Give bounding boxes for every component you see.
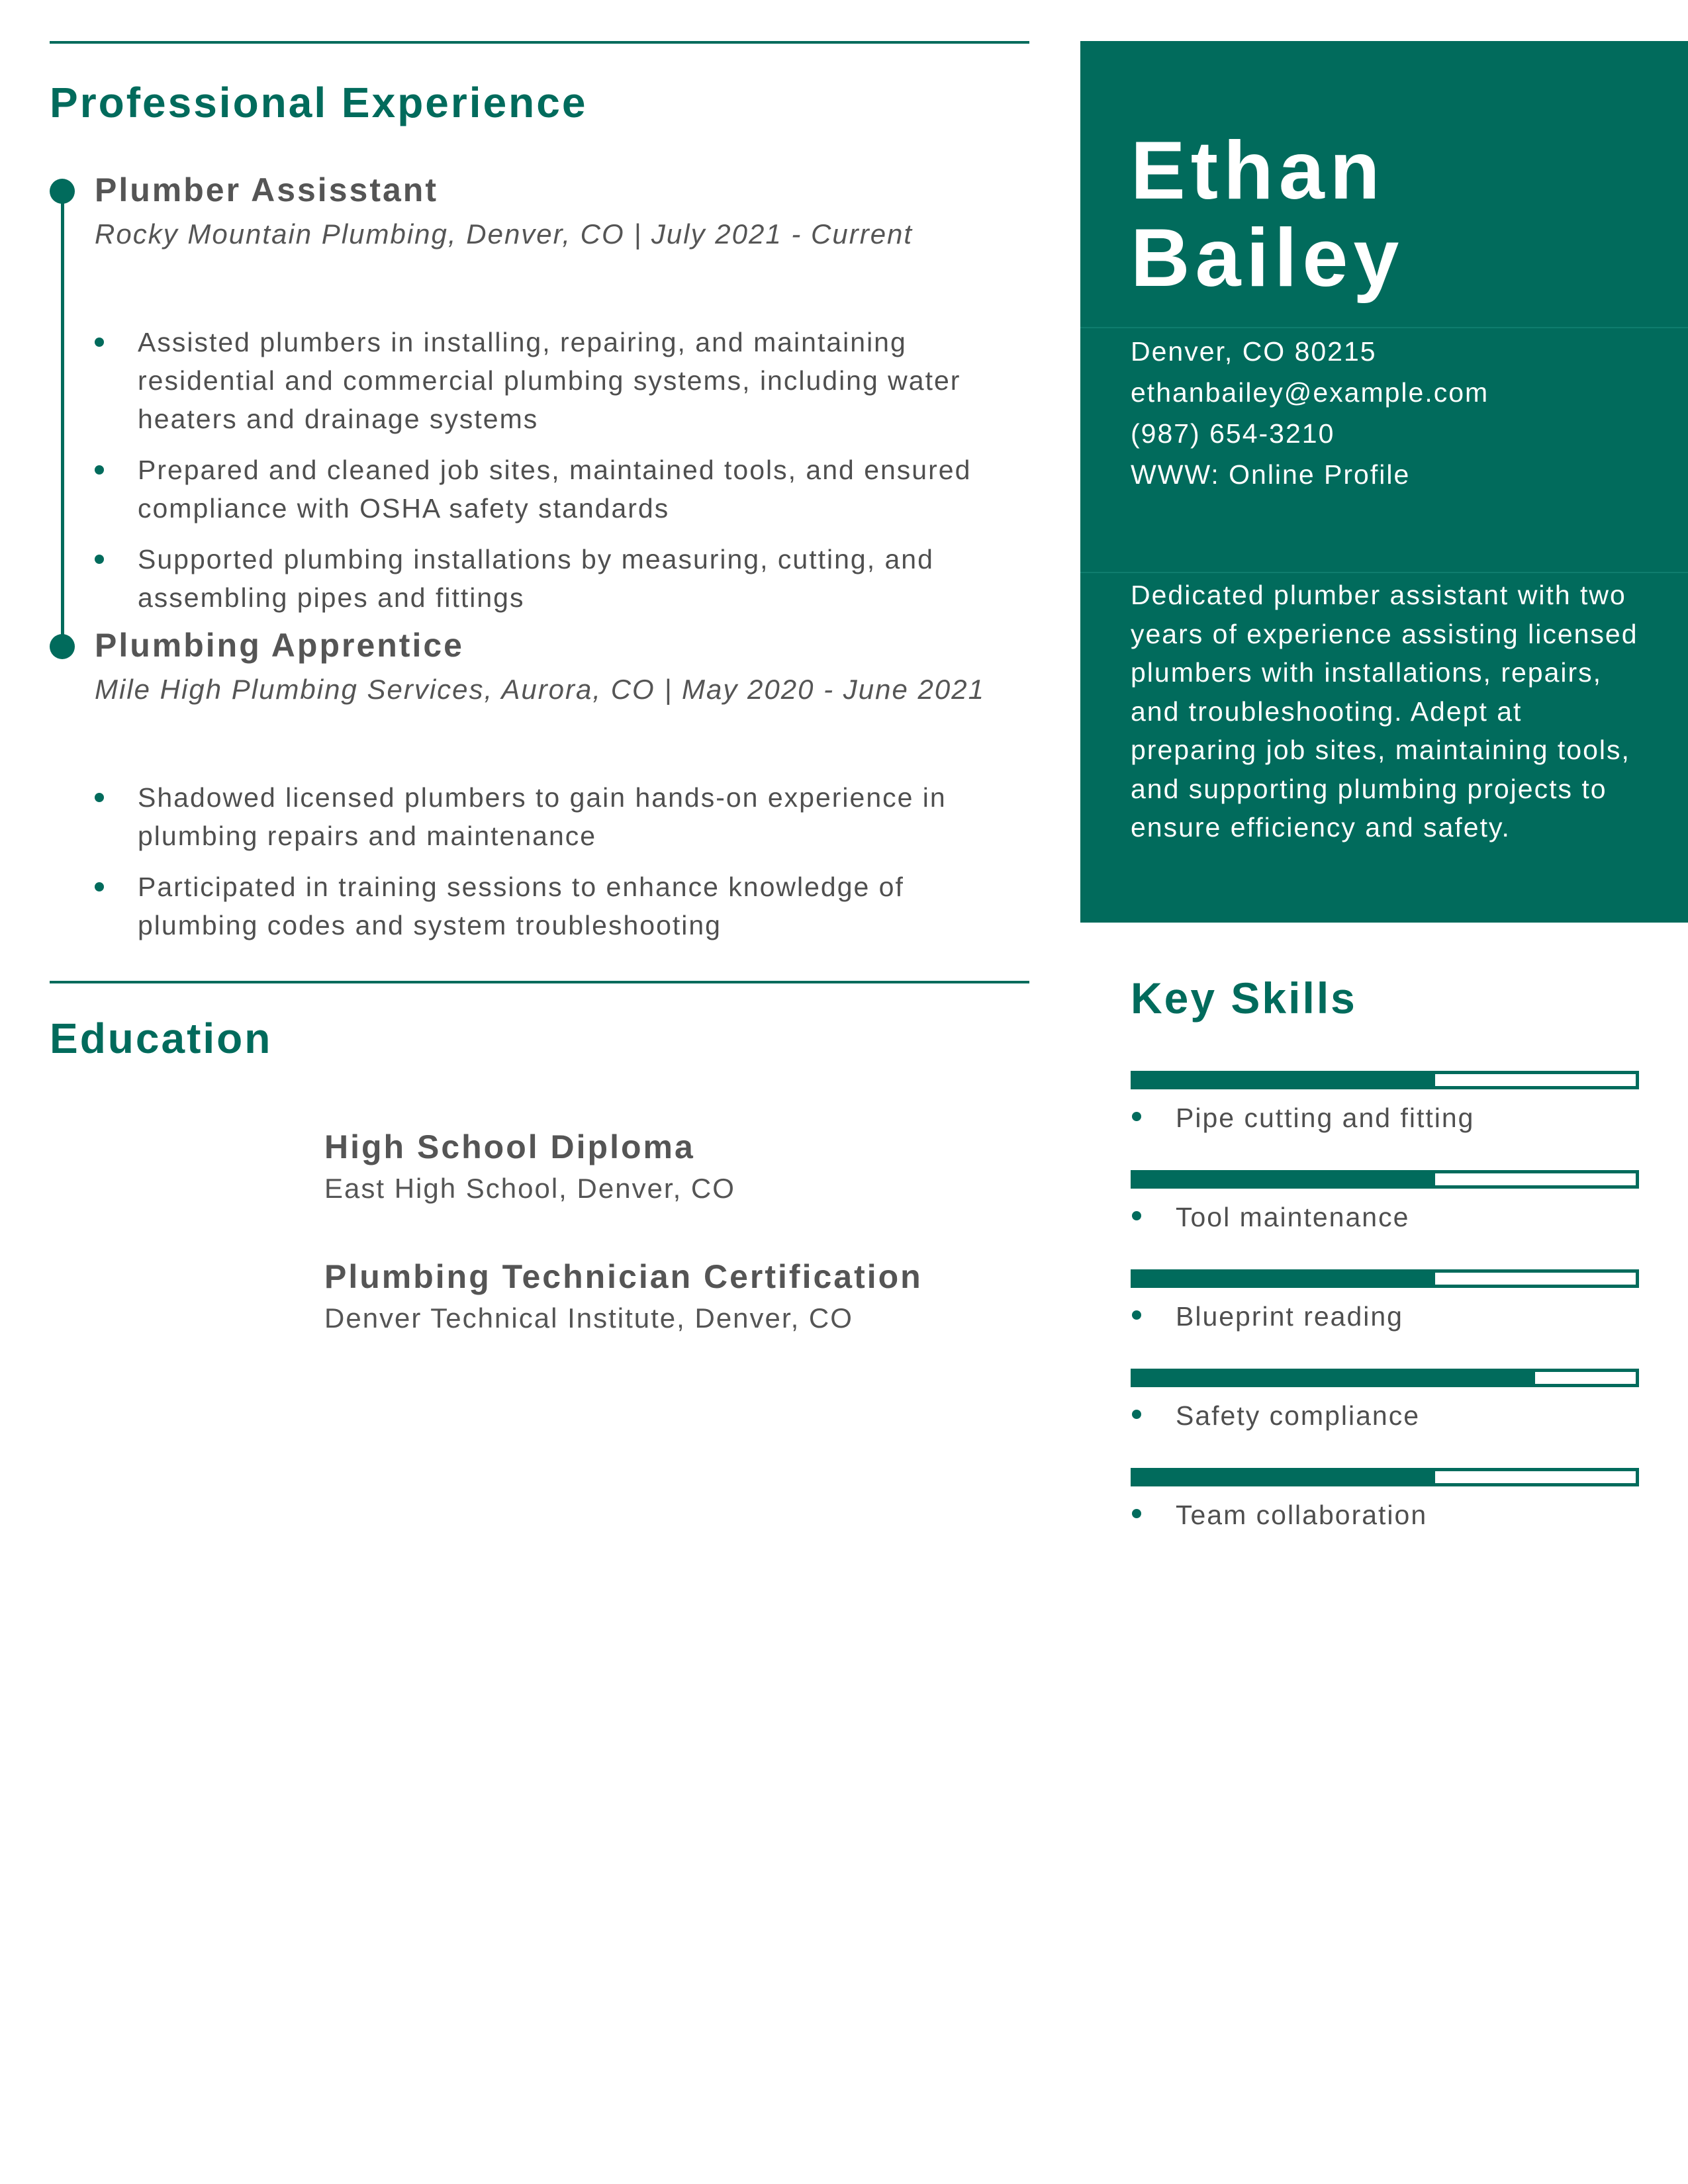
job-title: Plumbing Apprentice xyxy=(95,627,464,664)
job-bullet xyxy=(95,323,1021,438)
bullet-dot-icon xyxy=(1132,1509,1141,1518)
job-dates: May 2020 - June 2021 xyxy=(681,674,985,705)
education-school: East High School, Denver, CO xyxy=(324,1173,735,1204)
skill-level-fill xyxy=(1134,1471,1435,1483)
contact-phone[interactable]: (987) 654-3210 xyxy=(1131,418,1335,449)
bullet-dot-icon xyxy=(1132,1410,1141,1419)
profile-summary: Dedicated plumber assistant with two years of experience assisting licensed plumbers with installations, repairs, and troubleshooting. Adept at preparing job sites, maintaining tools, and supporting plumbing projects to ensure efficiency and safety. xyxy=(1131,580,1638,842)
education-degree: Plumbing Technician Certification xyxy=(324,1258,923,1295)
bullet-text: Prepared and cleaned job sites, maintained tools, and ensured compliance with OSHA safety standards xyxy=(138,455,972,523)
skill-level-bar xyxy=(1131,1170,1639,1189)
job-location: Denver, CO xyxy=(466,218,625,250)
skill-name: Team collaboration xyxy=(1176,1500,1428,1530)
skill-label xyxy=(1131,1202,1639,1233)
bullet-dot-icon xyxy=(95,793,104,802)
job-bullets xyxy=(95,323,1021,629)
skill-name: Blueprint reading xyxy=(1176,1301,1403,1332)
bullet-text: Participated in training sessions to enhance knowledge of plumbing codes and system troubleshooting xyxy=(138,872,904,940)
contact-info xyxy=(1131,331,1489,495)
skill-label xyxy=(1131,1500,1639,1531)
job-bullet xyxy=(95,451,1021,527)
bullet-dot-icon xyxy=(95,338,104,347)
name-last: Bailey xyxy=(1131,212,1405,304)
skill-level-bar xyxy=(1131,1369,1639,1387)
experience-heading: Professional Experience xyxy=(50,79,588,126)
name-first: Ethan xyxy=(1131,125,1385,216)
skill-name: Safety compliance xyxy=(1176,1400,1421,1431)
job-subtitle: Rocky Mountain Plumbing, Denver, CO | July 2021 - Current xyxy=(95,218,914,250)
skill-level-bar xyxy=(1131,1071,1639,1089)
skill-item xyxy=(1131,1468,1639,1531)
job-bullets xyxy=(95,778,1021,957)
skill-item xyxy=(1131,1071,1639,1134)
contact-website[interactable]: WWW: Online Profile xyxy=(1131,459,1411,490)
job-bullet xyxy=(95,778,1021,855)
education-degree: High School Diploma xyxy=(324,1128,695,1165)
job-subtitle: Mile High Plumbing Services, Aurora, CO | May 2020 - June 2021 xyxy=(95,674,985,705)
experience-rule xyxy=(50,41,1029,44)
education-rule xyxy=(50,981,1029,983)
job-bullet xyxy=(95,868,1021,944)
timeline-line xyxy=(61,191,64,650)
bullet-dot-icon xyxy=(95,465,104,475)
header-panel xyxy=(1080,41,1688,923)
bullet-dot-icon xyxy=(1132,1211,1141,1220)
education-item xyxy=(324,1257,923,1334)
skill-name: Pipe cutting and fitting xyxy=(1176,1103,1475,1133)
bullet-text: Shadowed licensed plumbers to gain hands-on experience in plumbing repairs and maintenance xyxy=(138,782,947,851)
skill-label xyxy=(1131,1301,1639,1332)
skill-level-fill xyxy=(1134,1372,1535,1384)
timeline-dot-icon xyxy=(50,634,75,659)
education-heading: Education xyxy=(50,1015,273,1062)
job-company: Rocky Mountain Plumbing xyxy=(95,218,448,250)
skill-level-fill xyxy=(1134,1173,1435,1185)
skill-label xyxy=(1131,1103,1639,1134)
panel-divider xyxy=(1080,327,1688,328)
contact-email[interactable]: ethanbailey@example.com xyxy=(1131,377,1489,408)
bullet-text: Supported plumbing installations by measuring, cutting, and assembling pipes and fittings xyxy=(138,544,934,613)
skill-label xyxy=(1131,1400,1639,1432)
panel-divider xyxy=(1080,572,1688,573)
job-title: Plumber Assisstant xyxy=(95,171,438,208)
candidate-name xyxy=(1131,127,1404,302)
job-location: Aurora, CO xyxy=(501,674,655,705)
skill-item xyxy=(1131,1369,1639,1432)
skill-level-fill xyxy=(1134,1074,1435,1086)
skill-level-fill xyxy=(1134,1273,1435,1285)
bullet-text: Assisted plumbers in installing, repairing, and maintaining residential and commercial plumbing systems, including water heaters and drainage systems xyxy=(138,327,961,434)
skill-level-bar xyxy=(1131,1468,1639,1486)
timeline-dot-icon xyxy=(50,179,75,204)
skills-heading: Key Skills xyxy=(1131,974,1357,1023)
bullet-dot-icon xyxy=(95,882,104,891)
education-school: Denver Technical Institute, Denver, CO xyxy=(324,1302,853,1334)
job-dates: July 2021 - Current xyxy=(651,218,914,250)
job-company: Mile High Plumbing Services xyxy=(95,674,485,705)
contact-location: Denver, CO 80215 xyxy=(1131,336,1377,367)
bullet-dot-icon xyxy=(1132,1310,1141,1320)
skill-item xyxy=(1131,1170,1639,1233)
skill-name: Tool maintenance xyxy=(1176,1202,1410,1232)
education-section xyxy=(50,981,1029,1334)
bullet-dot-icon xyxy=(1132,1112,1141,1121)
skill-level-bar xyxy=(1131,1269,1639,1288)
bullet-dot-icon xyxy=(95,555,104,564)
education-item xyxy=(324,1128,735,1205)
job-bullet xyxy=(95,540,1021,617)
left-column xyxy=(50,41,1029,1334)
skill-item xyxy=(1131,1269,1639,1332)
